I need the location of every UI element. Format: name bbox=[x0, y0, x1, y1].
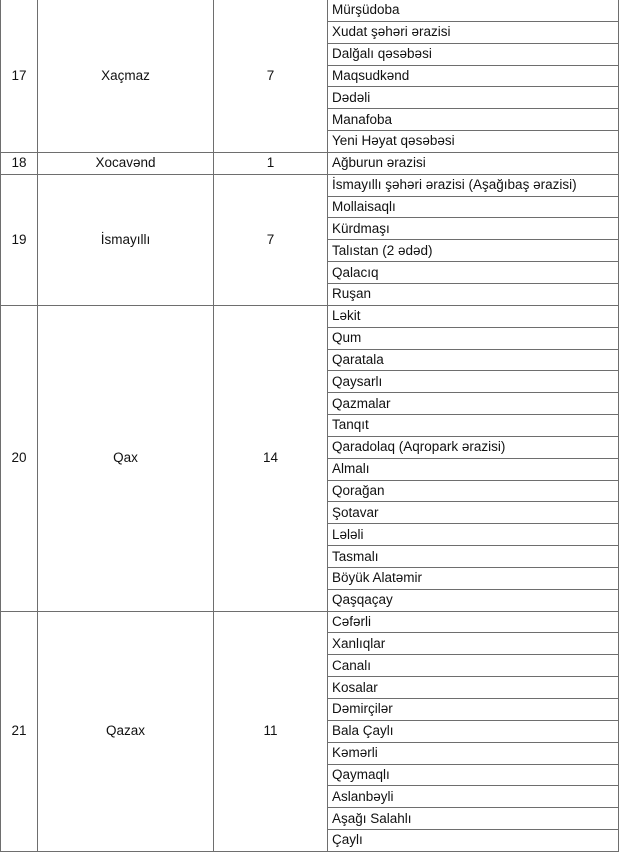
settlement-count-cell: 1 bbox=[214, 152, 328, 174]
settlement-cell: Dəmirçilər bbox=[328, 699, 619, 721]
district-name-cell: Qax bbox=[38, 305, 214, 611]
table-row bbox=[1, 0, 619, 21]
settlement-cell: Qum bbox=[328, 327, 619, 349]
settlement-cell: Aslanbəyli bbox=[328, 786, 619, 808]
settlement-cell: Xudat şəhəri ərazisi bbox=[328, 21, 619, 43]
settlement-cell: Qaysarlı bbox=[328, 371, 619, 393]
settlement-count-cell: 11 bbox=[214, 611, 328, 851]
table-row bbox=[1, 152, 619, 174]
settlement-cell: Kürdmaşı bbox=[328, 218, 619, 240]
settlement-cell: İsmayıllı şəhəri ərazisi (Aşağıbaş ərazisi) bbox=[328, 174, 619, 196]
table-row bbox=[1, 305, 619, 327]
settlement-cell: Canalı bbox=[328, 655, 619, 677]
row-number-cell: 20 bbox=[1, 305, 38, 611]
settlement-cell: Dalğalı qəsəbəsi bbox=[328, 43, 619, 65]
settlement-cell: Tanqıt bbox=[328, 415, 619, 437]
settlement-cell: Kəmərli bbox=[328, 742, 619, 764]
row-number-cell: 19 bbox=[1, 174, 38, 305]
settlement-cell: Böyük Alatəmir bbox=[328, 567, 619, 589]
settlement-cell: Maqsudkənd bbox=[328, 65, 619, 87]
settlement-cell: Mollaisaqlı bbox=[328, 196, 619, 218]
settlement-cell: Qaşqaçay bbox=[328, 589, 619, 611]
settlement-cell: Qalacıq bbox=[328, 262, 619, 284]
settlement-cell: Şotavar bbox=[328, 502, 619, 524]
settlement-cell: Almalı bbox=[328, 458, 619, 480]
settlement-cell: Manafoba bbox=[328, 109, 619, 131]
settlement-cell: Yeni Həyat qəsəbəsi bbox=[328, 131, 619, 153]
district-name-cell: Xocavənd bbox=[38, 152, 214, 174]
settlement-cell: Dədəli bbox=[328, 87, 619, 109]
settlement-cell: Xanlıqlar bbox=[328, 633, 619, 655]
settlement-cell: Lələli bbox=[328, 524, 619, 546]
settlement-cell: Bala Çaylı bbox=[328, 720, 619, 742]
settlement-cell: Mürşüdoba bbox=[328, 0, 619, 21]
row-number-cell: 21 bbox=[1, 611, 38, 851]
settlement-cell: Ağburun ərazisi bbox=[328, 152, 619, 174]
settlement-cell: Qaratala bbox=[328, 349, 619, 371]
settlement-cell: Ruşan bbox=[328, 283, 619, 305]
row-number-cell: 17 bbox=[1, 0, 38, 152]
settlement-cell: Ləkit bbox=[328, 305, 619, 327]
district-name-cell: İsmayıllı bbox=[38, 174, 214, 305]
settlement-cell: Tasmalı bbox=[328, 546, 619, 568]
table-row bbox=[1, 611, 619, 633]
district-name-cell: Qazax bbox=[38, 611, 214, 851]
row-number-cell: 18 bbox=[1, 152, 38, 174]
settlement-cell: Cəfərli bbox=[328, 611, 619, 633]
settlement-count-cell: 7 bbox=[214, 0, 328, 152]
settlement-count-cell: 7 bbox=[214, 174, 328, 305]
table-row bbox=[1, 174, 619, 196]
settlement-cell: Kosalar bbox=[328, 677, 619, 699]
table-body bbox=[1, 0, 619, 851]
settlement-cell: Qaymaqlı bbox=[328, 764, 619, 786]
settlement-cell: Aşağı Salahlı bbox=[328, 808, 619, 830]
settlement-cell: Qazmalar bbox=[328, 393, 619, 415]
settlement-count-cell: 14 bbox=[214, 305, 328, 611]
settlement-cell: Qaradolaq (Aqropark ərazisi) bbox=[328, 436, 619, 458]
district-name-cell: Xaçmaz bbox=[38, 0, 214, 152]
settlement-cell: Qorağan bbox=[328, 480, 619, 502]
settlement-cell: Çaylı bbox=[328, 830, 619, 852]
settlement-cell: Talıstan (2 ədəd) bbox=[328, 240, 619, 262]
